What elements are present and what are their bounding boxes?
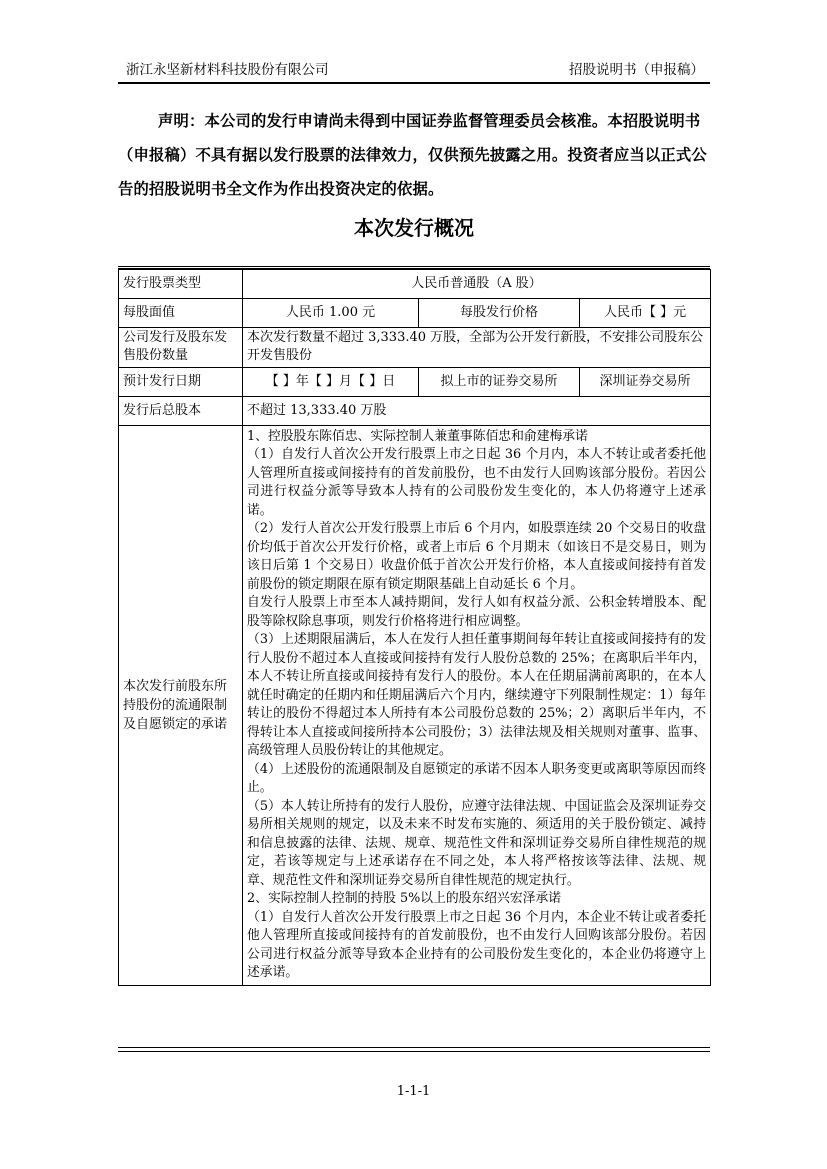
page-header (118, 58, 710, 84)
lockup-paragraph: （1）自发行人首次公开发行股票上市之日起 36 个月内，本人不转让或者委托他人管理所直接或间接持有的首发前股份，也不由发行人回购该部分股份。若因公司进行权益分派等导致本人持有的公司股份发生变化的，本人仍将遵守上述承诺。 (247, 447, 707, 518)
price-value: 人民币【 】元 (580, 299, 711, 328)
header-company-name: 浙江永坚新材料科技股份有限公司 (126, 62, 329, 78)
lockup-commitments (243, 425, 711, 985)
offering-overview-table (118, 269, 711, 986)
total-shares-label: 发行后总股本 (119, 396, 243, 425)
lockup-label: 本次发行前股东所持股份的流通限制及自愿锁定的承诺 (119, 425, 243, 985)
table-row (119, 425, 711, 985)
table-bottom-double-rule (118, 1047, 710, 1052)
shares-value: 本次发行数量不超过 3,333.40 万股，全部为公开发行新股，不安排公司股东公开发售股份 (243, 328, 711, 368)
header-document-type: 招股说明书（申报稿） (569, 62, 704, 78)
exchange-label: 拟上市的证券交易所 (419, 367, 580, 396)
declaration-paragraph: 声明：本公司的发行申请尚未得到中国证券监督管理委员会核准。本招股说明书（申报稿）不具有据以发行股票的法律效力，仅供预先披露之用。投资者应当以正式公告的招股说明书全文作为作出投资决定的依据。 (118, 112, 707, 198)
stock-type-label: 发行股票类型 (119, 270, 243, 299)
lockup-paragraph: 1、控股股东陈佰忠、实际控制人兼董事陈佰忠和俞建梅承诺 (247, 428, 588, 444)
table-row (119, 367, 711, 396)
lockup-paragraph: （5）本人转让所持有的发行人股份，应遵守法律法规、中国证监会及深圳证券交易所相关规则的规定，以及未来不时发布实施的、须适用的关于股份锁定、减持和信息披露的法律、法规、规章、规范性文件和深圳证券交易所自律性规范的规定，若该等规定与上述承诺存在不同之处，本人将严格按该等法律、法规、规章、规范性文件和深圳证券交易所自律性规范的规定执行。 (247, 798, 707, 888)
lockup-paragraph: 自发行人股票上市至本人减持期间，发行人如有权益分派、公积金转增股本、配股等除权除息事项，则发行价格将进行相应调整。 (247, 595, 707, 629)
shares-label: 公司发行及股东发售股份数量 (119, 328, 243, 368)
lockup-paragraph: （3）上述期限届满后，本人在发行人担任董事期间每年转让直接或间接持有的发行人股份不超过本人直接或间接持有发行人股份总数的 25%；在离职后半年内，本人不转让所直接或间接持有发行人的股份。本人在任期届满前离职的，在本人就任时确定的任期内和任期届满后六个月内，继续遵守下列限制性规定：1）每年转让的股份不得超过本人所持有本公司股份总数的 25%；2）离职后半年内，不得转让本人直接或间接所持本公司股份；3）法律法规及相关规则对董事、监事、高级管理人员股份转让的其他规定。 (247, 632, 707, 759)
exchange-value: 深圳证券交易所 (580, 367, 711, 396)
lockup-paragraph: 2、实际控制人控制的持股 5%以上的股东绍兴宏泽承诺 (247, 891, 562, 907)
par-value-label: 每股面值 (119, 299, 243, 328)
offering-overview-table-wrapper (118, 266, 710, 986)
table-row (119, 328, 711, 368)
price-label: 每股发行价格 (419, 299, 580, 328)
table-row (119, 396, 711, 425)
par-value-value: 人民币 1.00 元 (243, 299, 419, 328)
stock-type-value: 人民币普通股（A 股） (243, 270, 711, 299)
total-shares-value: 不超过 13,333.40 万股 (243, 396, 711, 425)
lockup-paragraph: （4）上述股份的流通限制及自愿锁定的承诺不因本人职务变更或离职等原因而终止。 (247, 761, 707, 796)
lockup-paragraph: （1）自发行人首次公开发行股票上市之日起 36 个月内，本企业不转让或者委托他人管理所直接或间接持有的首发前股份，也不由发行人回购该部分股份。若因公司进行权益分派等导致本企业持有的公司股份发生变化的，本企业仍将遵守上述承诺。 (247, 909, 707, 981)
page-number: 1-1-1 (396, 1084, 431, 1099)
issue-date-label: 预计发行日期 (119, 367, 243, 396)
issue-date-value: 【 】年【 】月【 】日 (243, 367, 419, 396)
table-row (119, 299, 711, 328)
section-title: 本次发行概况 (354, 216, 474, 240)
lockup-paragraph: （2）发行人首次公开发行股票上市后 6 个月内，如股票连续 20 个交易日的收盘价均低于首次公开发行价格，或者上市后 6 个月期末（如该日不是交易日，则为该日后第 1 个交易日）收盘价低于首次公开发行价格，本人直接或间接持有首发前股份的锁定期限在原有锁定期限基础上自动延长 6 个月。 (247, 521, 707, 592)
table-row (119, 270, 711, 299)
